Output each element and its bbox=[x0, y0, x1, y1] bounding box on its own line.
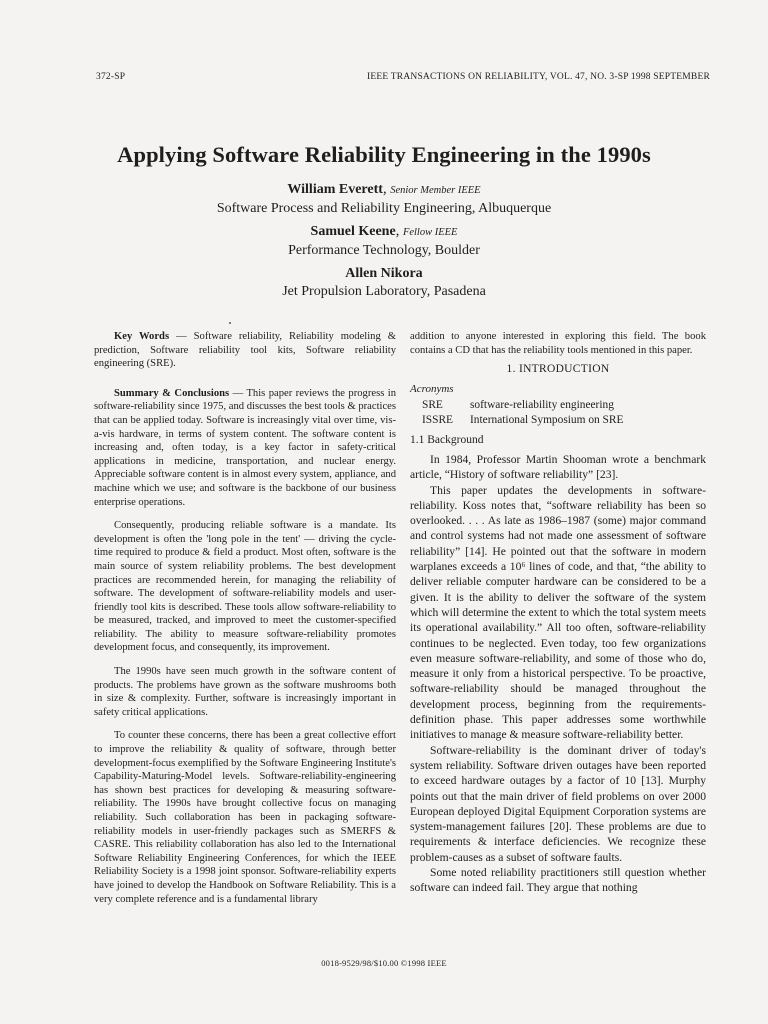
continuation-paragraph: addition to anyone interested in exploring this field. The book contains a CD that has the reliability tools mentioned in this paper. bbox=[410, 331, 706, 356]
body-paragraph: To counter these concerns, there has been a great collective effort to improve the reliability & quality of software, through better development-focus exemplified by the Software Engineering Institute's Capability-Maturing-Model levels. Software-reliability-engineering has shown best practices for developing & measuring software-reliability. The 1990s have brought collective focus on managing reliability. Such collaboration has been in packaging software-reliability models in user-friendly packages such as SMERFS & CASRE. This reliability collaboration has also led to the International Software Reliability Engineering Conferences, for which the IEEE Reliability Society is a 1998 joint sponsor. Software-reliability experts have joined to develop the Handbook on Software Reliability. This is a very complete reference and is a fundamental library bbox=[94, 730, 396, 905]
body-paragraph: Software-reliability is the dominant driver of today's system reliability. Software driven outages have been reported to exceed hardware outages by a factor of 10 [13]. Murphy points out that the main driver of field problems on over 2000 European deployed Digital Equipment Corporation systems are system-management failures [20]. These problems are due to requirements & interface deficiencies. We recognize these problem-causes as a subset of software faults. bbox=[410, 743, 706, 864]
body-paragraph: Some noted reliability practitioners still question whether software can indeed fail. They argue that nothing bbox=[410, 865, 706, 895]
body-paragraph: This paper updates the developments in software-reliability. Koss notes that, “software reliability has been so overlooked. . . . As late as 1986–1987 (some) major command and control systems had not made one assessment of software reliability” [14]. He pointed out that the software in modern warplanes exceeds a 10⁶ lines of code, and that, “the ability to deliver reliable computer hardware can be considered to be a given. It is the ability to deliver the software of the system which will determine the extent to which the total system meets its operational availability.” All too often, software-reliability continues to be neglected. Even today, too few organizations even measure software-reliability, and some of those who do, measure it only from a historical perspective. To be proactive, software-reliability should be managed throughout the development process, beginning from the requirements-definition phase. This paper addresses some worthwhile initiatives to manage & measure software-reliability better. bbox=[410, 483, 706, 742]
author-name: Allen Nikora bbox=[345, 266, 423, 281]
key-words-text: — Software reliability, Reliability modeling & prediction, Software reliability tool kits, Software reliability engineering (SRE). bbox=[94, 331, 397, 370]
summary-label: Summary & Conclusions bbox=[114, 387, 230, 399]
summary-text: — This paper reviews the progress in software-reliability since 1975, and discusses the best tools & practices that can be applied today. Software is increasingly vital over time, vis-a-vis hardware, in terms of system content. The software content is increasing and, often today, is a key factor in safety-critical applications in medicine, transportation, and nuclear energy. Appreciable software content is in almost every system, appliance, and machine which we use; and software is the backbone of our business enterprise operations. bbox=[94, 387, 397, 508]
acronym-value: International Symposium on SRE bbox=[470, 414, 624, 427]
key-words-label: Key Words bbox=[114, 331, 170, 342]
author-list bbox=[0, 180, 768, 305]
author-everett: William Everett, Senior Member IEEE Software Process and Reliability Engineering, Albuquerque bbox=[0, 180, 768, 218]
acronym-row bbox=[410, 413, 706, 428]
author-grade: Fellow IEEE bbox=[402, 227, 458, 238]
acronym-key: ISSRE bbox=[422, 414, 454, 427]
acronym-key: SRE bbox=[422, 399, 443, 412]
author-affiliation: Performance Technology, Boulder bbox=[288, 243, 480, 258]
author-grade: Senior Member IEEE bbox=[390, 185, 481, 196]
journal-citation: IEEE TRANSACTIONS ON RELIABILITY, VOL. 47, NO. 3-SP 1998 SEPTEMBER bbox=[367, 72, 710, 82]
body-paragraph: The 1990s have seen much growth in the software content of products. The problems have grown as the software mushrooms both in size & complexity. Further, software is increasingly important in safety critical applications. bbox=[94, 666, 396, 718]
copyright-footer: 0018-9529/98/$10.00 ©1998 IEEE bbox=[321, 958, 447, 968]
acronyms-title: Acronyms bbox=[410, 382, 454, 395]
author-nikora bbox=[0, 264, 768, 301]
right-column bbox=[410, 330, 706, 896]
subsection-heading: 1.1 Background bbox=[410, 434, 484, 447]
body-paragraph: In 1984, Professor Martin Shooman wrote a benchmark article, “History of software reliability” [23]. bbox=[410, 452, 706, 482]
author-affiliation: Software Process and Reliability Engineering, Albuquerque bbox=[216, 201, 552, 216]
acronym-row bbox=[410, 398, 706, 413]
paper-title: Applying Software Reliability Engineering in the 1990s bbox=[117, 142, 651, 167]
author-name: William Everett bbox=[287, 182, 383, 197]
left-column bbox=[94, 330, 396, 906]
section-heading: 1. INTRODUCTION bbox=[506, 363, 610, 376]
body-paragraph: Consequently, producing reliable software is a mandate. Its development is often the 'long pole in the tent' — driving the cycle-time required to produce & field a product. Most often, software is the main source of system reliability problems. The best development practices are recommended herein, for managing the reliability of software. The development of software-reliability models and user-friendly tool kits is described. These tools allow software-reliability to be measured, tracked, and improved to meet the customer-specified reliability. The ability to measure software-reliability promotes development focus, and consequently, its improvement. bbox=[94, 520, 396, 654]
scan-speck bbox=[229, 322, 231, 324]
author-keene: Samuel Keene, Fellow IEEE Performance Technology, Boulder bbox=[0, 222, 768, 260]
summary-paragraph bbox=[94, 387, 396, 509]
page-number: 372-SP bbox=[96, 72, 126, 82]
author-name: Samuel Keene bbox=[310, 224, 396, 239]
author-affiliation: Jet Propulsion Laboratory, Pasadena bbox=[282, 284, 486, 299]
acronym-value: software-reliability engineering bbox=[470, 399, 614, 412]
key-words-paragraph bbox=[94, 330, 396, 371]
